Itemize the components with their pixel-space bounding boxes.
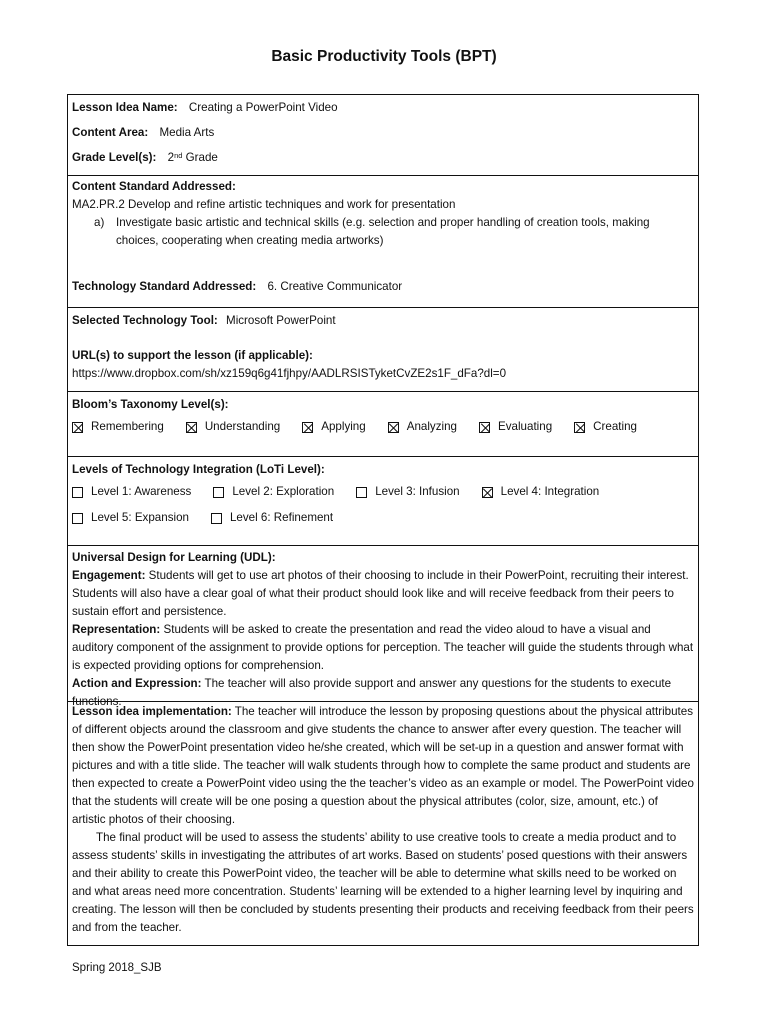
- grade-suffix: nd: [174, 151, 183, 160]
- loti-option-label: Level 4: Integration: [500, 485, 600, 498]
- technology-standard-row: [72, 278, 694, 296]
- lesson-name-label: Lesson Idea Name:: [72, 101, 178, 114]
- lesson-info-cell: [68, 95, 698, 175]
- unchecked-checkbox-icon[interactable]: [213, 487, 224, 498]
- technology-standard-label: Technology Standard Addressed:: [72, 280, 257, 293]
- implementation-paragraph-2: The final product will be used to assess the students’ ability to use creative tools to create a media product and to assess students’ skills in investigating the attributes of art works. Based on students’ posed questions with their answers and their ability to create this PowerPoint video, the teacher will be able to determine what skills need to be worked on and what areas need more concentration. Students’ learning will be extended to a higher learning level by inquiring and creating. The lesson will then be concluded by students presenting their products and receiving feedback from their peers and from the teacher.: [72, 831, 694, 934]
- blooms-option-label: Understanding: [204, 420, 281, 433]
- row-break: [72, 501, 694, 509]
- checked-checkbox-icon[interactable]: [482, 487, 493, 498]
- grade-level-value: [168, 151, 218, 164]
- blooms-option-label: Creating: [593, 420, 637, 433]
- loti-option-4[interactable]: [482, 483, 600, 501]
- blooms-option-2[interactable]: [186, 418, 280, 436]
- loti-option-label: Level 5: Expansion: [91, 511, 189, 524]
- implementation-text-1: The teacher will introduce the lesson by proposing questions about the physical attributes of different objects around the classroom and give students the chance to answer after every question. The teacher will then show the PowerPoint presentation video he/she created, which will be set-up in a question and answer format with pictures and with a title slide. The teacher will walk students through how to complete the same product and students are then expected to create a PowerPoint video using the the teacher’s video as an example or model. The PowerPoint video that the students will create will be one posing a question about the physical attributes (color, size, amount, etc.) of artistic photos of their choosing.: [72, 705, 694, 826]
- loti-option-label: Level 6: Refinement: [229, 511, 334, 524]
- loti-option-5[interactable]: [72, 509, 189, 527]
- blooms-cell: [68, 391, 698, 456]
- unchecked-checkbox-icon[interactable]: [72, 513, 83, 524]
- engagement-text: Students will get to use art photos of their choosing to include in their PowerPoint, recruiting their interest. Students will also have a clear goal of what their product should look like and will receive feedback from their peers to sustain effort and persistence.: [72, 569, 689, 618]
- checked-checkbox-icon[interactable]: [72, 422, 83, 433]
- selected-tool-value: Microsoft PowerPoint: [226, 314, 336, 327]
- selected-tool-row: [72, 312, 694, 330]
- checked-checkbox-icon[interactable]: [388, 422, 399, 433]
- technology-tool-cell: [68, 307, 698, 391]
- content-standard-label: Content Standard Addressed:: [72, 180, 236, 193]
- action-expression-text: The teacher will also provide support and answer any questions for the students to execute functions.: [72, 677, 672, 708]
- grade-number: 2: [167, 151, 175, 164]
- standards-cell: [68, 175, 698, 307]
- content-area-row: [72, 124, 694, 142]
- content-standard-text: MA2.PR.2 Develop and refine artistic techniques and work for presentation: [72, 198, 456, 211]
- engagement-label: Engagement:: [72, 569, 146, 582]
- representation-text: Students will be asked to create the presentation and read the video aloud to have a visual and auditory component of the assignment to provide options for perception. The teacher will guide the students through what is expected providing options for comprehension.: [72, 623, 694, 672]
- blooms-option-label: Analyzing: [406, 420, 457, 433]
- unchecked-checkbox-icon[interactable]: [356, 487, 367, 498]
- loti-cell: [68, 456, 698, 545]
- content-standard-subitem: [72, 214, 694, 250]
- loti-option-1[interactable]: [72, 483, 191, 501]
- blooms-option-label: Evaluating: [498, 420, 553, 433]
- blooms-checkbox-group: [72, 418, 694, 436]
- blooms-option-6[interactable]: [574, 418, 637, 436]
- implementation-cell: [68, 701, 698, 945]
- loti-label: Levels of Technology Integration (LoTi Level):: [72, 463, 325, 476]
- blooms-option-5[interactable]: [479, 418, 552, 436]
- udl-label: Universal Design for Learning (UDL):: [72, 551, 276, 564]
- document-title: Basic Productivity Tools (BPT): [271, 48, 497, 65]
- lesson-name-value: Creating a PowerPoint Video: [188, 101, 338, 114]
- loti-option-2[interactable]: [213, 483, 334, 501]
- blooms-option-label: Remembering: [91, 420, 164, 433]
- udl-engagement: [72, 567, 694, 621]
- technology-standard-value: 6. Creative Communicator: [267, 280, 403, 293]
- loti-option-label: Level 3: Infusion: [375, 485, 460, 498]
- subitem-text: Investigate basic artistic and technical skills (e.g. selection and proper handling of creation tools, making choices, cooperating when creating media artworks): [116, 216, 650, 247]
- blooms-option-label: Applying: [321, 420, 366, 433]
- url-value[interactable]: https://www.dropbox.com/sh/xz159q6g41fjhpy/AADLRSISTyketCvZE2s1F_dFa?dl=0: [72, 367, 507, 380]
- udl-cell: [68, 545, 698, 708]
- subitem-marker: a): [94, 216, 105, 229]
- implementation-label: Lesson idea implementation:: [72, 705, 232, 718]
- loti-option-label: Level 1: Awareness: [91, 485, 192, 498]
- checked-checkbox-icon[interactable]: [479, 422, 490, 433]
- lesson-name-row: [72, 99, 694, 117]
- blooms-option-1[interactable]: [72, 418, 164, 436]
- action-expression-label: Action and Expression:: [72, 677, 202, 690]
- checked-checkbox-icon[interactable]: [574, 422, 585, 433]
- blooms-label: Bloom’s Taxonomy Level(s):: [72, 398, 229, 411]
- blooms-option-4[interactable]: [388, 418, 457, 436]
- udl-representation: [72, 621, 694, 675]
- content-area-label: Content Area:: [72, 126, 149, 139]
- blooms-option-3[interactable]: [302, 418, 365, 436]
- loti-option-6[interactable]: [211, 509, 333, 527]
- unchecked-checkbox-icon[interactable]: [72, 487, 83, 498]
- content-area-value: Media Arts: [159, 126, 215, 139]
- grade-level-row: [72, 149, 694, 167]
- loti-option-3[interactable]: [356, 483, 459, 501]
- loti-option-label: Level 2: Exploration: [232, 485, 335, 498]
- url-label: URL(s) to support the lesson (if applicable):: [72, 349, 313, 362]
- checked-checkbox-icon[interactable]: [186, 422, 197, 433]
- implementation-paragraph-1: [72, 703, 694, 829]
- lesson-form-table: [67, 94, 699, 946]
- grade-level-label: Grade Level(s):: [72, 151, 157, 164]
- page-footer: Spring 2018_SJB: [72, 962, 162, 974]
- selected-tool-label: Selected Technology Tool:: [72, 314, 218, 327]
- checked-checkbox-icon[interactable]: [302, 422, 313, 433]
- representation-label: Representation:: [72, 623, 161, 636]
- unchecked-checkbox-icon[interactable]: [211, 513, 222, 524]
- loti-checkbox-group: [72, 483, 694, 527]
- grade-word: Grade: [182, 151, 218, 164]
